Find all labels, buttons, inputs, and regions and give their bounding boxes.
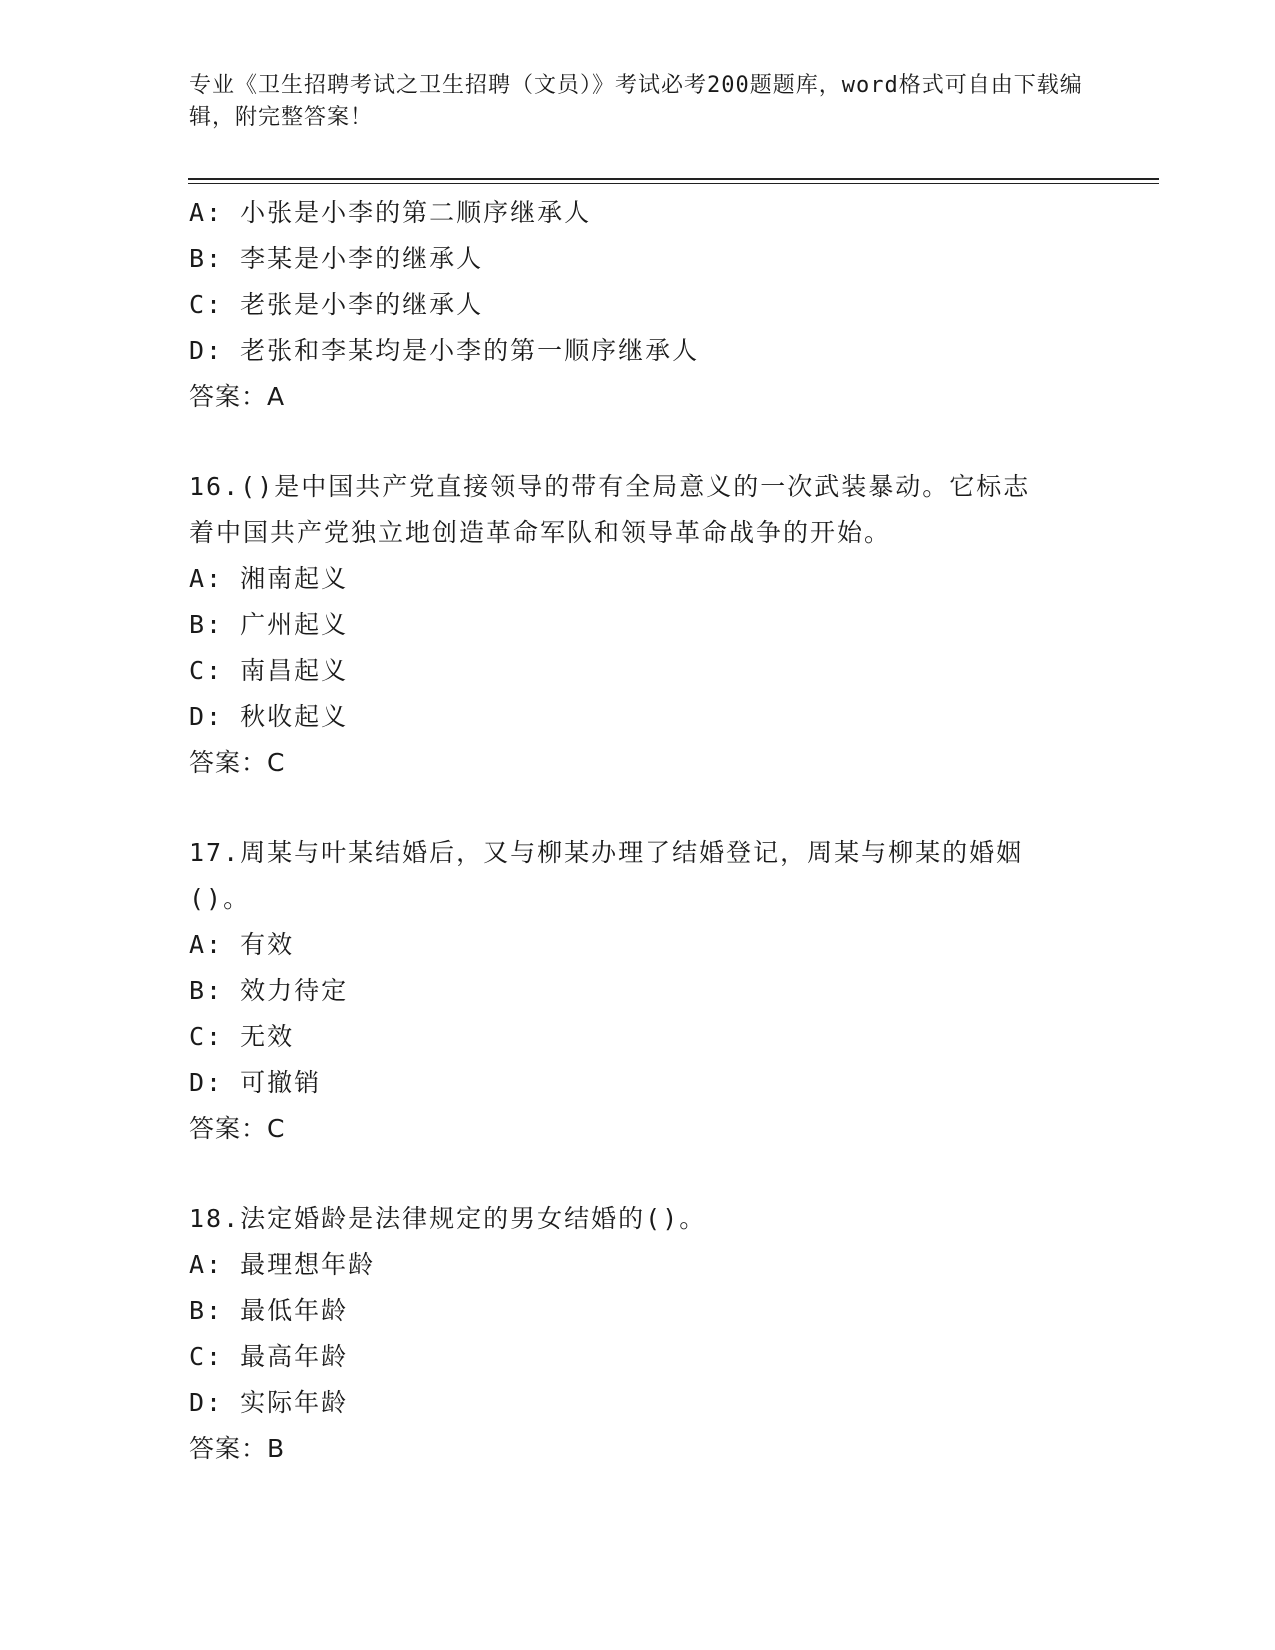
answer-line: 答案：C (189, 748, 286, 777)
option-d: D: 实际年龄 (189, 1388, 349, 1417)
option-a: A: 小张是小李的第二顺序继承人 (189, 198, 592, 227)
question-16 (189, 464, 1089, 786)
question-text-line-2: ()。 (189, 884, 251, 913)
option-b: B: 最低年龄 (189, 1296, 349, 1325)
option-d: D: 老张和李某均是小李的第一顺序继承人 (189, 336, 700, 365)
question-text-line-1: 16.()是中国共产党直接领导的带有全局意义的一次武装暴动。它标志 (189, 472, 1031, 501)
option-a: A: 有效 (189, 930, 295, 959)
question-15 (189, 190, 1089, 420)
option-d: D: 秋收起义 (189, 702, 349, 731)
question-17 (189, 830, 1089, 1152)
option-c: C: 南昌起义 (189, 656, 349, 685)
answer-line: 答案：B (189, 1434, 286, 1463)
option-a: A: 最理想年龄 (189, 1250, 376, 1279)
question-list (189, 190, 1089, 1472)
option-c: C: 最高年龄 (189, 1342, 349, 1371)
option-b: B: 广州起义 (189, 610, 349, 639)
question-text-line-2: 着中国共产党独立地创造革命军队和领导革命战争的开始。 (189, 518, 892, 547)
option-b: B: 李某是小李的继承人 (189, 244, 484, 273)
option-a: A: 湘南起义 (189, 564, 349, 593)
header-divider (188, 178, 1159, 184)
option-d: D: 可撤销 (189, 1068, 322, 1097)
question-text-line-1: 18.法定婚龄是法律规定的男女结婚的()。 (189, 1204, 707, 1233)
option-c: C: 老张是小李的继承人 (189, 290, 484, 319)
question-text-line-1: 17.周某与叶某结婚后，又与柳某办理了结婚登记，周某与柳某的婚姻 (189, 838, 1024, 867)
answer-line: 答案：C (189, 1114, 286, 1143)
option-c: C: 无效 (189, 1022, 295, 1051)
question-18 (189, 1196, 1089, 1472)
document-header: 专业《卫生招聘考试之卫生招聘（文员）》考试必考200题题库，word格式可自由下载编辑，附完整答案！ (189, 73, 1083, 130)
answer-line: 答案：A (189, 382, 286, 411)
option-b: B: 效力待定 (189, 976, 349, 1005)
